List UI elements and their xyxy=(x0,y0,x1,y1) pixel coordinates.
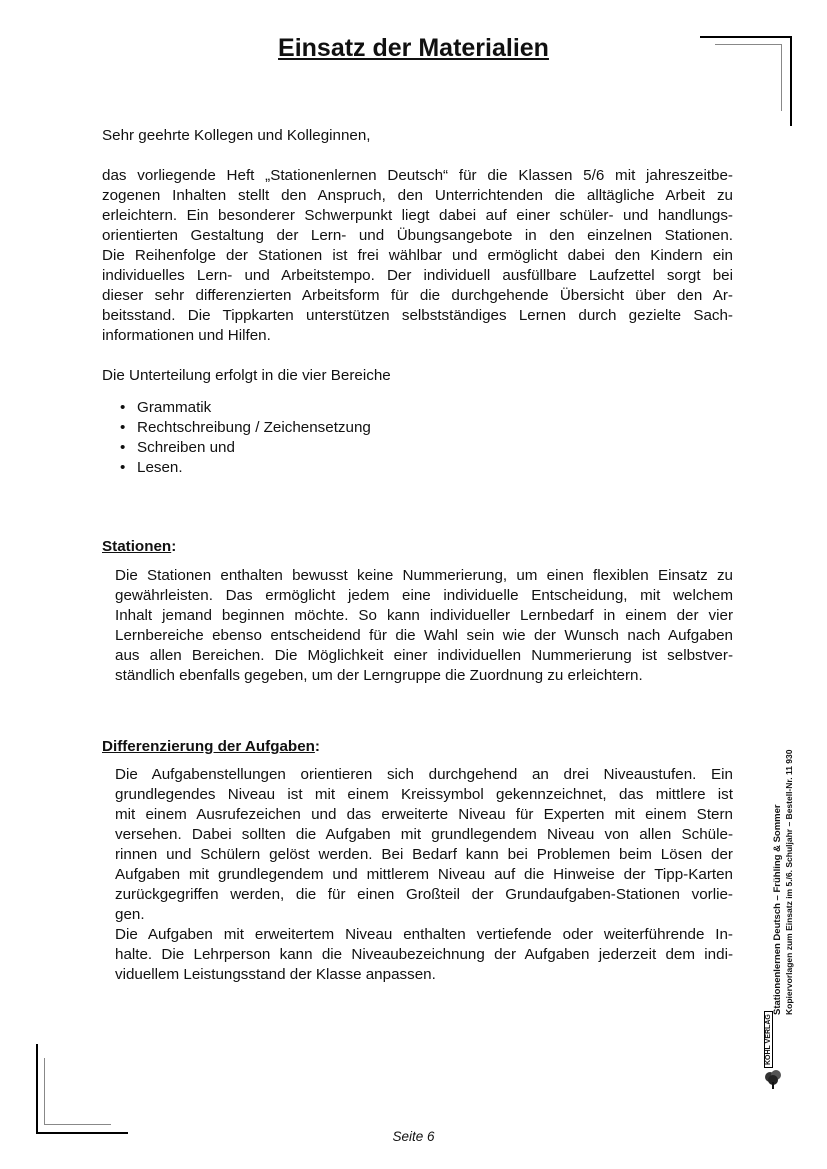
tree-icon xyxy=(762,1068,784,1090)
text-line: Aufgaben mit grundlegendem und mittlerem Niveau auf die Hinweise der Tipp-Karten xyxy=(115,866,733,883)
logo-text: KOHL VERLAG xyxy=(764,1011,773,1068)
text-line: das vorliegende Heft „Stationenlernen Deutsch“ für die Klassen 5/6 mit jahreszeitbe- xyxy=(102,167,733,184)
text-line: orientierten Gestaltung der Lern- und Übungsangebote in den einzelnen Stationen. xyxy=(102,227,733,244)
text-line: rinnen und Schülern gelöst werden. Bei Bedarf kann bei Problemen beim Lösen der xyxy=(115,846,733,863)
differenzierung-heading: Differenzierung der Aufgaben: xyxy=(102,738,320,755)
list-item: • Grammatik xyxy=(120,398,371,418)
sidebar-series-title: Stationenlernen Deutsch – Frühling & Sommer xyxy=(772,804,783,1015)
text-line: erleichtern. Ein besonderer Schwerpunkt liegt dabei auf einer schüler- und handlungs- xyxy=(102,207,733,224)
page-number: Seite 6 xyxy=(392,1129,435,1144)
text-line: Lernbereiche ebenso entscheidend für die Wahl sein wie der Wunsch nach Aufgaben xyxy=(115,627,733,644)
text-line: gewährleisten. Das ermöglicht jedem eine individuelle Entscheidung, mit welchem xyxy=(115,587,733,604)
differenzierung-heading-text: Differenzierung der Aufgaben xyxy=(102,738,315,755)
list-item: • Rechtschreibung / Zeichensetzung xyxy=(120,418,371,438)
publisher-sidebar xyxy=(756,740,796,1020)
text-line: informationen und Hilfen. xyxy=(102,327,271,344)
text-line: grundlegendes Niveau ist mit einem Kreissymbol gekennzeichnet, das mittlere ist xyxy=(115,786,733,803)
text-line: viduellem Leistungsstand der Klasse anpassen. xyxy=(115,966,436,983)
text-line: Die Reihenfolge der Stationen ist frei wählbar und ermöglicht dabei den Kindern ein xyxy=(102,247,733,264)
corner-frame-bottom-left-inner xyxy=(44,1058,111,1125)
text-line: Die Aufgaben mit erweitertem Niveau enthalten vertiefende oder weiterführende In- xyxy=(115,926,733,943)
list-item: • Schreiben und xyxy=(120,438,371,458)
intro-paragraph xyxy=(102,166,733,346)
stationen-paragraph xyxy=(115,566,733,686)
text-line: Die Aufgabenstellungen orientieren sich durchgehend an drei Niveaustufen. Ein xyxy=(115,766,733,783)
text-line: individuelles Lern- und Arbeitstempo. Der individuell ausfüllbare Laufzettel sorgt bei xyxy=(102,267,733,284)
publisher-logo xyxy=(762,1014,792,1092)
list-item: • Lesen. xyxy=(120,458,371,478)
page-title: Einsatz der Materialien xyxy=(278,34,549,62)
sidebar-order-info: Kopiervorlagen zum Einsatz im 5./6. Schuljahr – Bestell-Nr. 11 930 xyxy=(784,749,794,1015)
text-line: dieser sehr differenzierten Arbeitsform für die durchgehende Übersicht über den Ar- xyxy=(102,287,733,304)
greeting: Sehr geehrte Kollegen und Kolleginnen, xyxy=(102,127,371,144)
text-line: beitsstand. Die Tippkarten unterstützen selbstständiges Lernen durch gezielte Sach- xyxy=(102,307,733,324)
bereiche-list xyxy=(120,398,371,478)
bereiche-intro: Die Unterteilung erfolgt in die vier Bereiche xyxy=(102,367,391,384)
differenzierung-paragraph xyxy=(115,765,733,985)
text-line: gen. xyxy=(115,906,145,923)
text-line: Inhalt jemand beginnen möchte. So kann individueller Lernbedarf in einem der vier xyxy=(115,607,733,624)
text-line: halte. Die Lehrperson kann die Niveaubezeichnung der Aufgaben jederzeit dem indi- xyxy=(115,946,733,963)
stationen-heading: Stationen: xyxy=(102,538,177,555)
text-line: zurückgegriffen werden, die für einen Großteil der Grundaufgaben-Stationen vorlie- xyxy=(115,886,733,903)
text-line: zogenen Inhalten stellt den Anspruch, den Unterrichtenden die alltägliche Arbeit zu xyxy=(102,187,733,204)
text-line: Die Stationen enthalten bewusst keine Nummerierung, um einen flexiblen Einsatz zu xyxy=(115,567,733,584)
text-line: mit einem Ausrufezeichen und das erweiterte Niveau für Experten mit einem Stern xyxy=(115,806,733,823)
text-line: ständlich ebenfalls gegeben, um der Lerngruppe die Zuordnung zu erleichtern. xyxy=(115,667,643,684)
text-line: aus allen Bereichen. Die Möglichkeit einer individuellen Nummerierung ist selbstver- xyxy=(115,647,733,664)
stationen-heading-text: Stationen xyxy=(102,538,172,555)
text-line: versehen. Dabei sollten die Aufgaben mit grundlegendem Niveau von allen Schüle- xyxy=(115,826,733,843)
